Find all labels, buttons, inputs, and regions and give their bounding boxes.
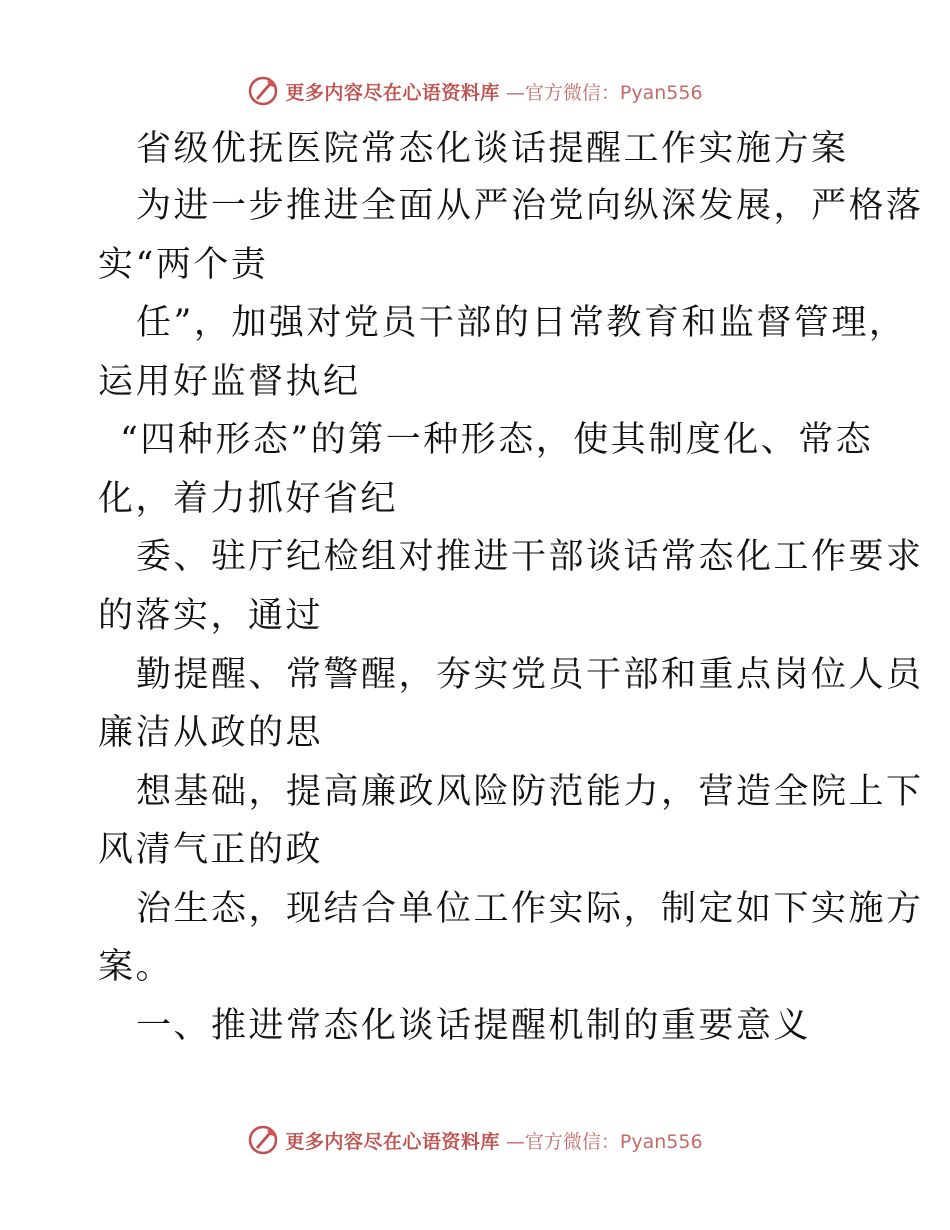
paragraph-line: 为进一步推进全面从严治党向纵深发展，严格落 xyxy=(136,186,924,226)
paragraph-line: “四种形态”的第一种形态，使其制度化、常态 xyxy=(120,420,874,460)
paragraph-line: 任”，加强对党员干部的日常教育和监督管理， xyxy=(136,303,907,343)
paragraph-line: 委、驻厅纪检组对推进干部谈话常态化工作要求 xyxy=(136,537,924,577)
watermark-main-text: 更多内容尽在心语资料库 xyxy=(285,1130,500,1153)
paragraph-line: 廉洁从政的思 xyxy=(98,713,324,753)
quill-pen-logo-icon xyxy=(247,1124,279,1156)
paragraph-line: 的落实，通过 xyxy=(98,596,324,636)
document-title: 省级优抚医院常态化谈话提醒工作实施方案 xyxy=(136,129,849,169)
paragraph-line: 勤提醒、常警醒，夯实党员干部和重点岗位人员 xyxy=(136,655,924,695)
section-heading: 一、推进常态化谈话提醒机制的重要意义 xyxy=(136,1006,812,1046)
paragraph-line: 化，着力抓好省纪 xyxy=(98,479,399,519)
watermark-contact-text: —官方微信：Pyan556 xyxy=(505,81,703,104)
paragraph-line: 运用好监督执纪 xyxy=(98,362,361,402)
watermark-main-text: 更多内容尽在心语资料库 xyxy=(285,81,500,104)
paragraph-line: 风清气正的政 xyxy=(98,830,324,870)
paragraph-line: 想基础，提高廉政风险防范能力，营造全院上下 xyxy=(136,772,924,812)
paragraph-line: 案。 xyxy=(98,947,174,987)
footer-watermark xyxy=(0,1120,950,1160)
watermark-contact-text: —官方微信：Pyan556 xyxy=(505,1130,703,1153)
paragraph-line: 治生态，现结合单位工作实际，制定如下实施方 xyxy=(136,889,924,929)
paragraph-line: 实“两个责 xyxy=(98,245,269,285)
